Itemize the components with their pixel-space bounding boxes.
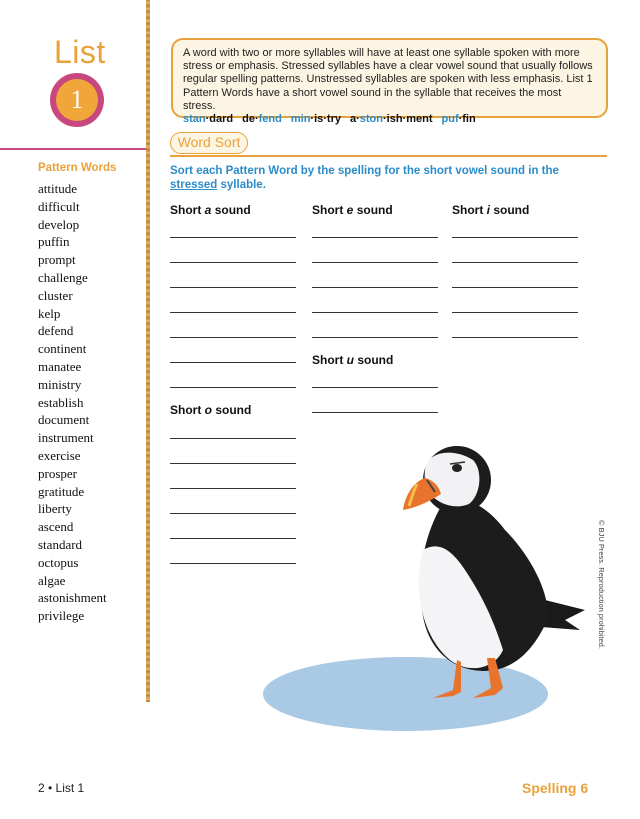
info-text: A word with two or more syllables will have at least one syllable spoken with more stress or emphasis. Stressed syllables have a clear vowel sound that usually follows regular spelling patterns. Unstressed syllables are spoken with less emphasis. List 1 Pattern Words have a short vowel sound in the syllable that receives the most stress. bbox=[183, 47, 593, 112]
instructions-link-stressed: stressed bbox=[170, 179, 218, 191]
instructions-text-post: syllable. bbox=[217, 179, 266, 191]
pattern-words-heading: Pattern Words bbox=[38, 162, 117, 174]
pattern-word: develop bbox=[38, 216, 80, 232]
copyright-notice: © BJU Press. Reproduction prohibited. bbox=[597, 520, 606, 649]
stressed-syllable: fend bbox=[258, 113, 282, 126]
list-title: List bbox=[54, 34, 106, 70]
heading-pre: Short bbox=[452, 203, 487, 217]
pattern-word-list bbox=[38, 180, 107, 625]
heading-letter: u bbox=[346, 353, 355, 367]
section-rule bbox=[170, 155, 607, 157]
instructions-text-pre: Sort each Pattern Word by the spelling for the short vowel sound in the bbox=[170, 165, 559, 177]
answer-blank-short-o[interactable] bbox=[170, 463, 296, 464]
pattern-word: difficult bbox=[38, 198, 80, 214]
answer-blank-short-i[interactable] bbox=[452, 337, 578, 338]
puffin-illustration bbox=[395, 440, 595, 710]
answer-blank-short-o[interactable] bbox=[170, 438, 296, 439]
example-word bbox=[350, 113, 433, 125]
heading-post: sound bbox=[212, 403, 252, 417]
pattern-word: puffin bbox=[38, 234, 70, 250]
heading-letter: i bbox=[486, 203, 491, 217]
answer-blank-short-a[interactable] bbox=[170, 387, 296, 388]
stressed-syllable: puf bbox=[441, 113, 459, 126]
answer-blank-short-o[interactable] bbox=[170, 538, 296, 539]
answer-blank-short-u[interactable] bbox=[312, 412, 438, 413]
pattern-word: gratitude bbox=[38, 483, 85, 499]
answer-blank-short-o[interactable] bbox=[170, 513, 296, 514]
answer-blank-short-i[interactable] bbox=[452, 262, 578, 263]
answer-blank-short-a[interactable] bbox=[170, 362, 296, 363]
answer-blank-short-a[interactable] bbox=[170, 312, 296, 313]
unstressed-syllables: ·dard bbox=[205, 113, 234, 126]
sidebar-divider bbox=[0, 148, 148, 150]
unstressed-syllables: de· bbox=[242, 113, 259, 126]
example-word bbox=[442, 113, 476, 125]
answer-blank-short-i[interactable] bbox=[452, 237, 578, 238]
heading-post: sound bbox=[354, 353, 394, 367]
heading-pre: Short bbox=[170, 403, 205, 417]
answer-blank-short-a[interactable] bbox=[170, 237, 296, 238]
pattern-word: continent bbox=[38, 341, 87, 357]
heading-post: sound bbox=[490, 203, 530, 217]
info-box bbox=[171, 38, 608, 126]
answer-blank-short-o[interactable] bbox=[170, 488, 296, 489]
pattern-word: astonishment bbox=[38, 590, 107, 606]
answer-blank-short-u[interactable] bbox=[312, 387, 438, 388]
example-word bbox=[291, 113, 341, 125]
pattern-word: exercise bbox=[38, 447, 81, 463]
answer-blank-short-a[interactable] bbox=[170, 262, 296, 263]
heading-pre: Short bbox=[312, 203, 347, 217]
heading-post: sound bbox=[211, 203, 251, 217]
pattern-word: prompt bbox=[38, 252, 76, 268]
answer-blank-short-e[interactable] bbox=[312, 287, 438, 288]
pattern-word: ascend bbox=[38, 519, 74, 535]
pattern-word: octopus bbox=[38, 554, 79, 570]
pattern-word: liberty bbox=[38, 501, 72, 517]
unstressed-syllables: ·is·try bbox=[310, 113, 341, 126]
pattern-word: establish bbox=[38, 394, 84, 410]
pattern-word: cluster bbox=[38, 287, 73, 303]
heading-short-u bbox=[312, 353, 393, 367]
answer-blank-short-e[interactable] bbox=[312, 262, 438, 263]
answer-blank-short-a[interactable] bbox=[170, 337, 296, 338]
pattern-word: standard bbox=[38, 536, 83, 552]
answer-blank-short-e[interactable] bbox=[312, 312, 438, 313]
answer-blank-short-i[interactable] bbox=[452, 287, 578, 288]
book-title-footer: Spelling 6 bbox=[522, 780, 589, 796]
example-word bbox=[242, 113, 282, 125]
heading-letter: o bbox=[204, 403, 213, 417]
heading-pre: Short bbox=[312, 353, 347, 367]
stressed-syllable: min bbox=[290, 113, 311, 126]
heading-post: sound bbox=[353, 203, 393, 217]
word-sort-label: Word Sort bbox=[170, 132, 248, 154]
answer-blank-short-a[interactable] bbox=[170, 287, 296, 288]
rope-divider bbox=[146, 0, 150, 702]
heading-short-e bbox=[312, 203, 393, 217]
pattern-word: kelp bbox=[38, 305, 61, 321]
pattern-word: manatee bbox=[38, 358, 82, 374]
list-number: 1 bbox=[70, 85, 84, 114]
syllable-examples bbox=[183, 113, 596, 126]
pattern-word: challenge bbox=[38, 269, 88, 285]
example-word bbox=[183, 113, 233, 125]
pattern-word: prosper bbox=[38, 465, 77, 481]
heading-letter: e bbox=[346, 203, 354, 217]
pattern-word: defend bbox=[38, 323, 74, 339]
answer-blank-short-e[interactable] bbox=[312, 337, 438, 338]
stressed-syllable: ston bbox=[359, 113, 383, 126]
stressed-syllable: stan bbox=[183, 113, 206, 126]
pattern-word: privilege bbox=[38, 608, 85, 624]
page-number-footer: 2 • List 1 bbox=[38, 781, 85, 795]
heading-short-i bbox=[452, 203, 529, 217]
pattern-word: document bbox=[38, 412, 90, 428]
heading-letter: a bbox=[204, 203, 212, 217]
answer-blank-short-i[interactable] bbox=[452, 312, 578, 313]
answer-blank-short-e[interactable] bbox=[312, 237, 438, 238]
heading-pre: Short bbox=[170, 203, 205, 217]
heading-short-a bbox=[170, 203, 251, 217]
answer-blank-short-o[interactable] bbox=[170, 563, 296, 564]
unstressed-syllables: ·ish·ment bbox=[383, 113, 433, 126]
instructions bbox=[170, 164, 600, 192]
unstressed-syllables: a· bbox=[349, 113, 360, 126]
unstressed-syllables: ·fin bbox=[458, 113, 476, 126]
pattern-word: instrument bbox=[38, 430, 94, 446]
pattern-word: algae bbox=[38, 572, 66, 588]
pattern-word: ministry bbox=[38, 376, 82, 392]
pattern-word: attitude bbox=[38, 181, 77, 196]
heading-short-o bbox=[170, 403, 251, 417]
